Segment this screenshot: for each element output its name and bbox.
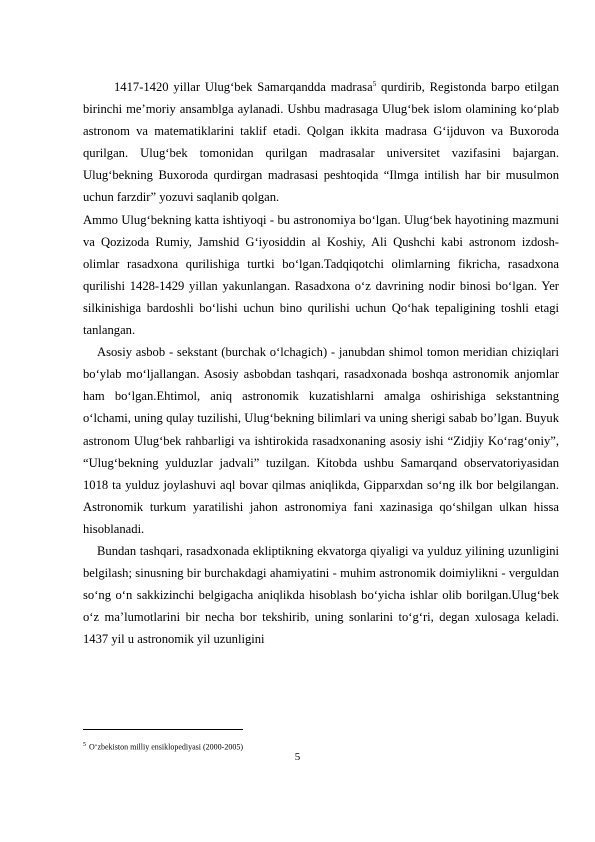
page-number: 5	[294, 751, 301, 763]
paragraph-1	[83, 76, 559, 209]
footnote-text: O‘zbekiston milliy ensiklopediyasi (2000-2005)	[89, 742, 243, 752]
paragraph-4: Bundan tashqari, rasadxonada ekliptikning ekvatorga qiyaligi va yulduz yilining uzunligini belgilash; sinusning bir burchakdagi ahamiyatini - muhim astronomik doimiylikni - verguldan so‘ng o‘n sakkizinchi belgigacha aniqlikda hisoblash bo‘yicha ishlar olib borilgan.Ulug‘bek o‘z ma’lumotlarini bir necha bor tekshirib, uning sonlarini to‘g‘ri, degan xulosaga keladi. 1437 yil u astronomik yil uzunligini	[83, 543, 559, 647]
footnote-reference: 5	[372, 79, 377, 88]
paragraph-1-text-cont: qurdirib, Registonda barpo etilgan birinchi me’moriy ansamblga aylanadi. Ushbu madrasaga Ulug‘bek islom olamining ko‘plab astronom va matematiklarini taklif etadi. Qolgan ikkita madrasa G‘ijduvon va Buxoroda qurilgan. Ulug‘bek tomonidan qurilgan madrasalar universitet vazifasini bajargan. Ulug‘bekning Buxoroda qurdirgan madrasasi peshtoqida “Ilmga intilish har bir musulmon uchun farzdir” yozuvi saqlanib qolgan.	[83, 80, 559, 205]
footnote-mark: 5	[83, 742, 86, 748]
body-text	[83, 76, 559, 650]
paragraph-2: Ammo Ulug‘bekning katta ishtiyoqi - bu astronomiya bo‘lgan. Ulug‘bek hayotining mazmuni va Qozizoda Rumiy, Jamshid G‘iyosiddin al Koshiy, Ali Qushchi kabi astronom izdosh-olimlar rasadxona qurilishiga turtki bo‘lgan.Tadqiqotchi olimlarning fikricha, rasadxona qurilishi 1428-1429 yillan yakunlangan. Rasadxona o‘z davrining nodir binosi bo‘lgan. Yer silkinishiga bardoshli bo‘lishi uchun bino qurilishi uchun Qo‘hak tepaligining toshli etagi tanlangan.	[83, 212, 559, 338]
footnote-separator	[83, 729, 243, 730]
paragraph-1-text: 1417-1420 yillar Ulug‘bek Samarqandda madrasa	[114, 80, 373, 94]
paragraph-3: Asosiy asbob - sekstant (burchak o‘lchagich) - janubdan shimol tomon meridian chiziqlari bo‘ylab mo‘ljallangan. Asosiy asbobdan tashqari, rasadxonada boshqa astronomik anjomlar ham bo‘lgan.Ehtimol, aniq astronomik kuzatishlarni amalga oshirishiga sekstantning o‘lchami, uning qulay tuzilishi, Ulug‘bekning bilimlari va uning sherigi sabab bo’lgan. Buyuk astronom Ulug‘bek rahbarligi va ishtirokida rasadxonaning asosiy ishi “Zidjiy Ko‘rag‘oniy”, “Ulug‘bekning yulduzlar jadvali” tuzilgan. Kitobda ushbu Samarqand observatoriyasidan 1018 ta yulduz joylashuvi aql bovar qilmas aniqlikda, Gipparxdan so‘ng ilk bor belgilangan. Astronomik turkum yaratilishi jahon astronomiya fani xazinasiga qo‘shilgan ulkan hissa hisoblanadi.	[83, 345, 559, 536]
